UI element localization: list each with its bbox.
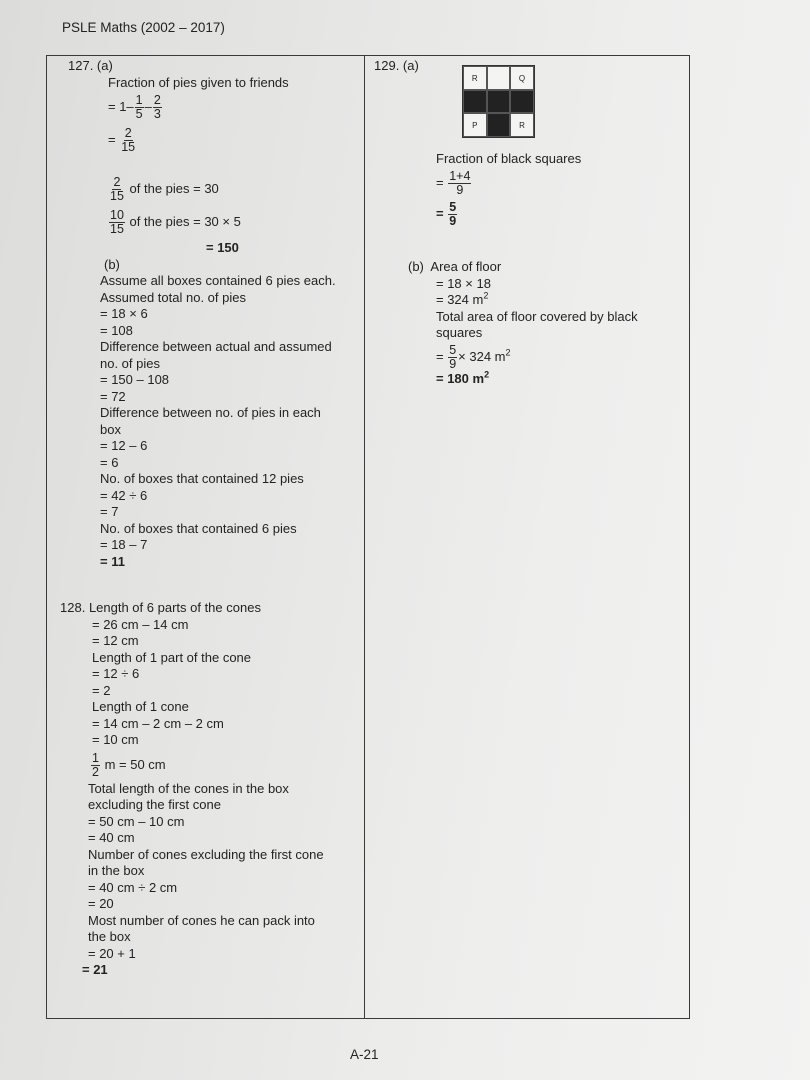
solution-line: = 108 <box>100 322 133 338</box>
solution-line: = 7 <box>100 504 119 519</box>
numerator: 1 <box>92 750 99 765</box>
denominator: 15 <box>121 140 136 154</box>
grid-cell-black <box>487 90 511 114</box>
fraction <box>448 344 457 371</box>
grid-label: R <box>519 121 525 131</box>
minus-sign: – <box>144 98 152 114</box>
column-divider <box>364 55 365 1018</box>
q127-a-title: Fraction of pies given to friends <box>108 74 289 90</box>
q129-b-line4: squares <box>436 325 483 340</box>
eq-prefix: = <box>108 131 116 147</box>
q127-a-line4 <box>68 209 336 236</box>
denominator: 9 <box>449 213 457 228</box>
solution-line: = 50 cm – 10 cm <box>88 813 185 829</box>
question-128 <box>60 600 324 979</box>
fraction <box>120 127 136 154</box>
page-header: PSLE Maths (2002 – 2017) <box>62 20 225 35</box>
grid-cell-black <box>510 90 534 114</box>
line-text: of the pies = 30 <box>129 180 219 196</box>
grid-label: R <box>471 74 478 83</box>
solution-line: = 40 cm <box>88 830 135 845</box>
grid-cell <box>463 66 487 90</box>
line-text: × 324 m <box>458 348 506 364</box>
q129-a-title: Fraction of black squares <box>436 151 582 166</box>
grid-cell <box>463 113 487 137</box>
grid-cell-black <box>487 113 511 137</box>
solution-line: excluding the first cone <box>88 797 221 812</box>
q129-a-eq1 <box>436 170 581 197</box>
line-text: of the pies = 30 × 5 <box>129 213 241 229</box>
solution-line: = 26 cm – 14 cm <box>92 616 189 632</box>
solution-line: = 18 – 7 <box>100 537 148 552</box>
solution-line: = 42 ÷ 6 <box>100 487 148 503</box>
solution-line: No. of boxes that contained 12 pies <box>100 471 304 486</box>
numerator: 1+4 <box>449 168 471 183</box>
q129-b-line2 <box>408 292 638 309</box>
dashed-line-horizontal <box>463 90 534 91</box>
answer-text: = 180 m <box>436 370 485 386</box>
q129-b-title-line <box>408 259 638 276</box>
eq-prefix: = <box>436 205 444 221</box>
denominator: 15 <box>110 189 124 203</box>
solution-line: = 6 <box>100 454 119 470</box>
q129-b-line3: Total area of floor covered by black <box>436 308 638 324</box>
line-text: m = 50 cm <box>104 756 166 772</box>
grid-cell <box>510 66 534 90</box>
solution-line: Difference between actual and assumed <box>100 339 332 354</box>
grid-label: P <box>472 121 478 131</box>
solution-line: Length of 1 cone <box>92 699 189 714</box>
q129-b-answer <box>408 371 638 388</box>
page-number: A-21 <box>350 1047 379 1062</box>
q127-number: 127. (a) <box>68 58 113 73</box>
q127-b-label: (b) <box>104 256 120 272</box>
superscript: 2 <box>483 290 489 301</box>
solution-line: = 14 cm – 2 cm – 2 cm <box>92 715 224 731</box>
numerator: 2 <box>124 126 132 140</box>
solution-line: = 72 <box>100 388 126 404</box>
numerator: 5 <box>449 199 457 214</box>
q128-number: 128. <box>60 600 86 615</box>
solution-line: Number of cones excluding the first cone <box>88 846 324 862</box>
solution-line: no. of pies <box>100 355 160 371</box>
numerator: 1 <box>135 93 143 107</box>
numerator: 2 <box>153 93 161 107</box>
numerator: 2 <box>113 175 121 189</box>
q128-first-line <box>60 600 324 617</box>
q127-a-line3 <box>68 176 336 203</box>
eq-prefix: = 1– <box>108 98 134 114</box>
line-text: = 324 m <box>436 292 484 307</box>
solution-line: Total length of the cones in the box <box>88 780 289 796</box>
solution-line: the box <box>88 929 131 944</box>
dashed-line-vertical <box>510 66 511 137</box>
denominator: 9 <box>456 182 464 197</box>
q127-b-lines <box>68 273 336 554</box>
superscript: 2 <box>505 347 511 358</box>
denominator: 15 <box>110 222 124 236</box>
q127-a-eq2 <box>68 127 336 154</box>
q128-answer: = 21 <box>82 962 108 977</box>
q127-a-answer: = 150 <box>206 240 239 255</box>
q129-b-line5 <box>408 344 638 371</box>
fraction <box>109 176 125 203</box>
line-text: Length of 6 parts of the cones <box>88 600 261 615</box>
q128-half-line <box>60 752 324 779</box>
denominator: 5 <box>135 107 143 121</box>
solution-line: = 2 <box>92 682 111 698</box>
solution-line: = 40 cm ÷ 2 cm <box>88 879 178 895</box>
q129-b-title: Area of floor <box>430 259 502 274</box>
q129-number: 129. (a) <box>374 58 419 73</box>
grid-label: Q <box>518 74 526 83</box>
q129-a-body <box>436 151 581 228</box>
solution-line: Most number of cones he can pack into <box>88 912 315 928</box>
solution-line: Length of 1 part of the cone <box>92 649 252 665</box>
q128-lines-a <box>60 617 324 749</box>
grid-cell <box>487 66 511 90</box>
superscript: 2 <box>484 369 490 380</box>
solution-line: = 20 <box>88 896 114 911</box>
fraction <box>91 752 100 779</box>
denominator: 9 <box>449 356 457 371</box>
fraction <box>135 94 144 121</box>
solution-line: = 18 × 6 <box>100 306 148 321</box>
fraction <box>109 209 125 236</box>
fraction <box>448 201 457 228</box>
q129-a-eq2 <box>436 201 581 228</box>
solution-line: in the box <box>88 863 145 878</box>
grid-cell-black <box>463 90 487 114</box>
q129-b-label: (b) <box>408 259 424 274</box>
fraction <box>448 170 471 197</box>
q129-b-body <box>408 259 638 387</box>
solution-line: box <box>100 421 121 437</box>
solution-line: Assume all boxes contained 6 pies each. <box>100 273 336 288</box>
numerator: 5 <box>449 342 457 357</box>
solution-line: Assumed total no. of pies <box>100 289 246 305</box>
solution-line: = 12 – 6 <box>100 438 148 453</box>
denominator: 2 <box>92 764 99 779</box>
solution-line: Difference between no. of pies in each <box>100 405 321 420</box>
solution-line: = 20 + 1 <box>88 945 136 961</box>
q128-lines-b <box>60 781 324 963</box>
solution-line: = 12 cm <box>92 633 139 648</box>
fraction <box>153 94 162 121</box>
q127-b-answer: = 11 <box>100 553 125 569</box>
solution-line: No. of boxes that contained 6 pies <box>100 520 297 536</box>
q127-a-eq1 <box>68 94 336 121</box>
denominator: 3 <box>153 107 161 121</box>
q129-b-line1: = 18 × 18 <box>436 275 491 291</box>
solution-line: = 10 cm <box>92 732 139 747</box>
eq-prefix: = <box>436 348 444 364</box>
eq-prefix: = <box>436 174 444 190</box>
grid-cell <box>510 113 534 137</box>
floor-grid-figure <box>462 65 535 138</box>
numerator: 10 <box>110 208 124 222</box>
solution-line: = 12 ÷ 6 <box>92 666 140 681</box>
question-129 <box>374 58 419 75</box>
solution-line: = 150 – 108 <box>100 372 170 387</box>
question-127 <box>68 58 336 570</box>
